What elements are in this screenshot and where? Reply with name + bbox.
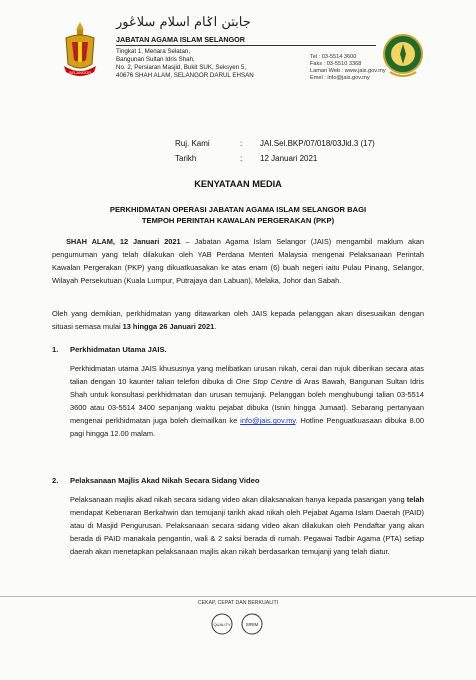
intro-text: – Jabatan Agama Islam Selangor (JAIS) mengambil maklum akan pengumuman yang telah dilakukan oleh YAB Perdana Menteri Malaysia mengenai Pelaksanaan Perintah Kawalan Pergerakan (PKP) yang dikuatkuasakan ke atas enam (6) buah negeri iaitu Pulau Pinang, Selangor, Wilayah Persekutuan (Kuala Lumpur, Putrajaya dan Labuan), Melaka, Johor dan Sabah. [52, 237, 425, 286]
section-2-text-a: Pelaksanaan majlis akad nikah secara sidang video akan dilaksanakan hanya kepada pasangan yang [70, 495, 407, 504]
address-line-3: No. 2, Persiaran Masjid, Bukit SUK, Seksyen 5, [116, 64, 246, 71]
quality-badge-icon [212, 614, 232, 634]
section-1-italic: One Stop Centre [235, 377, 293, 387]
para2-text: Oleh yang demikian, perkhidmatan yang ditawarkan oleh JAIS kepada pelanggan akan disesuaikan dengan situasi semasa mulai [52, 309, 424, 332]
letterhead-rule [116, 45, 376, 46]
tarikh-label: Tarikh [175, 154, 197, 163]
crest-caption: SELANGOR [68, 70, 92, 75]
address-line-2: Bangunan Sultan Idris Shah, [116, 56, 195, 63]
section-2-body [70, 493, 424, 558]
subtitle-line-1: PERKHIDMATAN OPERASI JABATAN AGAMA ISLAM SELANGOR BAGI [109, 205, 367, 214]
footer-rule [0, 596, 476, 597]
section-1-text-b: di Aras Bawah, Bangunan Sultan Idris Shah untuk konsultasi perkhidmatan dan urusan temujanji. Pelanggan boleh menghubungi talian 03-5514 3600 atau 03-5514 3400 sepanjang waktu pejabat dibuka (Isnin hingga Jumaat). Sebarang pertanyaan mengenai perkhidmatan juga boleh diemailkan ke [70, 377, 424, 426]
jais-emblem-icon [382, 30, 424, 80]
department-name: JABATAN AGAMA ISLAM SELANGOR [116, 35, 245, 44]
section-2-number: 2. [52, 476, 59, 485]
section-1-body [70, 362, 424, 441]
section-2-bold: telah [406, 495, 424, 504]
para2-bold: 13 hingga 26 Januari 2021 [122, 322, 215, 332]
contact-web: Laman Web : www.jais.gov.my [310, 68, 386, 74]
section-2-title: Pelaksanaan Majlis Akad Nikah Secara Sidang Video [70, 476, 260, 485]
ruj-value: JAI.Sel.BKP/07/018/03Jld.3 (17) [260, 139, 375, 148]
section-1-title: Perkhidmatan Utama JAIS. [70, 345, 167, 354]
selangor-crest-icon [60, 20, 100, 86]
jawi-title: جابتن اݢام اسلام سلاڠور [116, 15, 251, 30]
quality-badge-label: QUALITY [213, 622, 231, 627]
certification-badges [206, 612, 270, 638]
ruj-colon: : [240, 139, 243, 148]
paragraph-2 [52, 307, 424, 333]
section-1-number: 1. [52, 345, 59, 354]
sirim-badge-icon [242, 614, 262, 634]
contact-fax: Faks : 03-5510 3368 [310, 61, 362, 67]
email-link[interactable]: info@jais.gov.my [240, 416, 296, 426]
section-1-text-c: . Hotline Penguatkuasaan dibuka 8.00 pagi hingga 12.00 malam. [70, 416, 424, 439]
subtitle-line-2: TEMPOH PERINTAH KAWALAN PERGERAKAN (PKP) [141, 216, 335, 225]
document-title: KENYATAAN MEDIA [194, 179, 282, 189]
address-line-4: 40676 SHAH ALAM, SELANGOR DARUL EHSAN [116, 72, 254, 79]
intro-lead: SHAH ALAM, 12 Januari 2021 [66, 237, 181, 246]
document-subtitle [60, 204, 416, 226]
contact-block [310, 54, 386, 82]
section-1-text-a: Perkhidmatan utama JAIS khususnya yang melibatkan urusan nikah, cerai dan rujuk diberikan secara atas talian dengan 10 kaunter talian telefon dibuka di [70, 364, 424, 387]
sirim-badge-label: SIRIM [245, 622, 259, 627]
ruj-label: Ruj. Kami [175, 139, 210, 148]
section-2-text-b: mendapat Kebenaran Berkahwin dan temujanji tarikh akad nikah oleh Pejabat Agama Islam Daerah (PAID) atau di Masjid Pengurusan. Pelaksanaan secara sidang video akan dilakukan oleh Pendaftar yang akan berada di PAID manakala pengantin, wali & 2 saksi berada di rumah. Pegawai Tadbir Agama (PTA) setiap daerah akan menetapkan pelaksanaan majlis akan nikah berdasarkan temujanji yang telah diatur. [70, 508, 424, 557]
contact-email: Emel : info@jais.gov.my [310, 75, 370, 81]
tarikh-value: 12 Januari 2021 [260, 154, 318, 163]
para2-end: . [214, 322, 217, 332]
address-line-1: Tingkat 1, Menara Selatan, [116, 48, 191, 55]
intro-paragraph [52, 235, 424, 287]
contact-tel: Tel : 03-5514 3600 [310, 54, 357, 60]
footer-motto: CEKAP, CEPAT DAN BERKUALITI [197, 600, 279, 606]
tarikh-colon: : [240, 154, 243, 163]
